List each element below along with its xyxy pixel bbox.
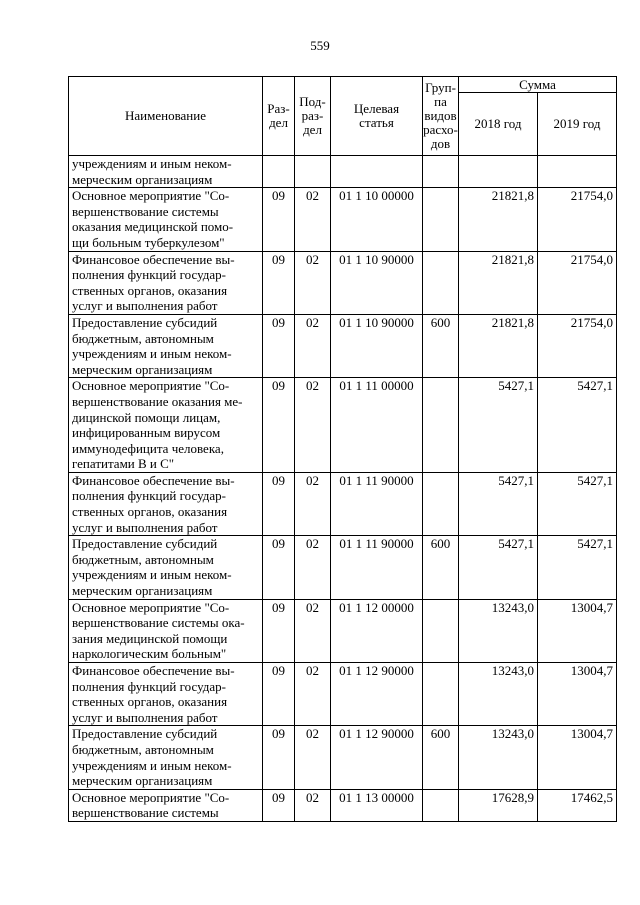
cell-sum-2019: 5427,1 xyxy=(538,472,617,535)
cell-podrazdel xyxy=(295,156,331,188)
cell-sum-2018: 5427,1 xyxy=(459,536,538,599)
table-row xyxy=(69,156,617,188)
cell-gruppa-vidov: 600 xyxy=(423,726,459,789)
header-year-2018: 2018 год xyxy=(459,93,538,156)
cell-sum-2018: 5427,1 xyxy=(459,378,538,473)
cell-sum-2019: 13004,7 xyxy=(538,663,617,726)
cell-sum-2018: 5427,1 xyxy=(459,472,538,535)
cell-gruppa-vidov: 600 xyxy=(423,536,459,599)
cell-podrazdel: 02 xyxy=(295,789,331,821)
cell-sum-2019: 13004,7 xyxy=(538,599,617,662)
cell-podrazdel: 02 xyxy=(295,472,331,535)
cell-sum-2019 xyxy=(538,156,617,188)
table-row xyxy=(69,314,617,377)
cell-celevaya-statya: 01 1 10 00000 xyxy=(331,188,423,251)
cell-razdel: 09 xyxy=(263,726,295,789)
table-row xyxy=(69,599,617,662)
cell-razdel xyxy=(263,156,295,188)
header-name: Наименование xyxy=(69,77,263,156)
cell-sum-2019: 21754,0 xyxy=(538,188,617,251)
budget-table xyxy=(68,76,617,822)
cell-razdel: 09 xyxy=(263,472,295,535)
cell-name: Основное мероприятие "Со- вершенствование системы xyxy=(69,789,263,821)
cell-podrazdel: 02 xyxy=(295,188,331,251)
cell-celevaya-statya: 01 1 10 90000 xyxy=(331,314,423,377)
cell-name: Основное мероприятие "Со- вершенствование системы оказания медицинской помо- щи больным туберкулезом" xyxy=(69,188,263,251)
header-summa: Сумма xyxy=(459,77,617,93)
header-gruppa-vidov: Груп- па видов расхо- дов xyxy=(423,77,459,156)
cell-celevaya-statya: 01 1 12 90000 xyxy=(331,726,423,789)
cell-podrazdel: 02 xyxy=(295,251,331,314)
cell-podrazdel: 02 xyxy=(295,726,331,789)
cell-gruppa-vidov xyxy=(423,599,459,662)
cell-gruppa-vidov xyxy=(423,789,459,821)
page-number: 559 xyxy=(310,38,330,53)
table-body xyxy=(69,156,617,822)
cell-celevaya-statya: 01 1 11 90000 xyxy=(331,536,423,599)
cell-sum-2018: 21821,8 xyxy=(459,188,538,251)
cell-celevaya-statya: 01 1 12 00000 xyxy=(331,599,423,662)
table-row xyxy=(69,378,617,473)
cell-razdel: 09 xyxy=(263,789,295,821)
cell-name: учреждениям и иным неком- мерческим организациям xyxy=(69,156,263,188)
cell-gruppa-vidov xyxy=(423,378,459,473)
cell-gruppa-vidov: 600 xyxy=(423,314,459,377)
cell-name: Предоставление субсидий бюджетным, автономным учреждениям и иным неком- мерческим организациям xyxy=(69,726,263,789)
cell-sum-2018: 13243,0 xyxy=(459,663,538,726)
cell-gruppa-vidov xyxy=(423,156,459,188)
cell-name: Финансовое обеспечение вы- полнения функций государ- ственных органов, оказания услуг и выполнения работ xyxy=(69,663,263,726)
cell-sum-2019: 13004,7 xyxy=(538,726,617,789)
cell-sum-2018: 17628,9 xyxy=(459,789,538,821)
cell-celevaya-statya: 01 1 13 00000 xyxy=(331,789,423,821)
cell-sum-2018: 13243,0 xyxy=(459,599,538,662)
cell-celevaya-statya: 01 1 10 90000 xyxy=(331,251,423,314)
table-row xyxy=(69,789,617,821)
cell-name: Предоставление субсидий бюджетным, автономным учреждениям и иным неком- мерческим организациям xyxy=(69,314,263,377)
table-row xyxy=(69,726,617,789)
cell-razdel: 09 xyxy=(263,599,295,662)
cell-name: Финансовое обеспечение вы- полнения функций государ- ственных органов, оказания услуг и выполнения работ xyxy=(69,472,263,535)
cell-podrazdel: 02 xyxy=(295,378,331,473)
cell-gruppa-vidov xyxy=(423,188,459,251)
cell-sum-2018: 21821,8 xyxy=(459,314,538,377)
cell-name: Основное мероприятие "Со- вершенствование оказания ме- дицинской помощи лицам, инфицированным вирусом иммунодефицита человека, гепатитами B и C" xyxy=(69,378,263,473)
cell-podrazdel: 02 xyxy=(295,314,331,377)
cell-gruppa-vidov xyxy=(423,251,459,314)
cell-gruppa-vidov xyxy=(423,663,459,726)
cell-sum-2019: 17462,5 xyxy=(538,789,617,821)
cell-name: Финансовое обеспечение вы- полнения функций государ- ственных органов, оказания услуг и выполнения работ xyxy=(69,251,263,314)
table-row xyxy=(69,251,617,314)
table-row xyxy=(69,472,617,535)
cell-podrazdel: 02 xyxy=(295,599,331,662)
cell-sum-2018: 13243,0 xyxy=(459,726,538,789)
cell-name: Основное мероприятие "Со- вершенствование системы ока- зания медицинской помощи наркологическим больным" xyxy=(69,599,263,662)
header-year-2019: 2019 год xyxy=(538,93,617,156)
cell-sum-2019: 5427,1 xyxy=(538,536,617,599)
cell-podrazdel: 02 xyxy=(295,536,331,599)
header-razdel: Раз- дел xyxy=(263,77,295,156)
cell-sum-2018 xyxy=(459,156,538,188)
cell-podrazdel: 02 xyxy=(295,663,331,726)
cell-razdel: 09 xyxy=(263,251,295,314)
header-celevaya-statya: Целевая статья xyxy=(331,77,423,156)
cell-celevaya-statya: 01 1 11 00000 xyxy=(331,378,423,473)
cell-gruppa-vidov xyxy=(423,472,459,535)
cell-razdel: 09 xyxy=(263,663,295,726)
header-podrazdel: Под- раз- дел xyxy=(295,77,331,156)
cell-razdel: 09 xyxy=(263,378,295,473)
cell-celevaya-statya xyxy=(331,156,423,188)
cell-razdel: 09 xyxy=(263,314,295,377)
cell-name: Предоставление субсидий бюджетным, автономным учреждениям и иным неком- мерческим организациям xyxy=(69,536,263,599)
cell-celevaya-statya: 01 1 11 90000 xyxy=(331,472,423,535)
cell-sum-2019: 21754,0 xyxy=(538,251,617,314)
table-row xyxy=(69,188,617,251)
cell-celevaya-statya: 01 1 12 90000 xyxy=(331,663,423,726)
cell-razdel: 09 xyxy=(263,188,295,251)
cell-razdel: 09 xyxy=(263,536,295,599)
table-row xyxy=(69,536,617,599)
cell-sum-2019: 21754,0 xyxy=(538,314,617,377)
cell-sum-2019: 5427,1 xyxy=(538,378,617,473)
cell-sum-2018: 21821,8 xyxy=(459,251,538,314)
table-row xyxy=(69,663,617,726)
